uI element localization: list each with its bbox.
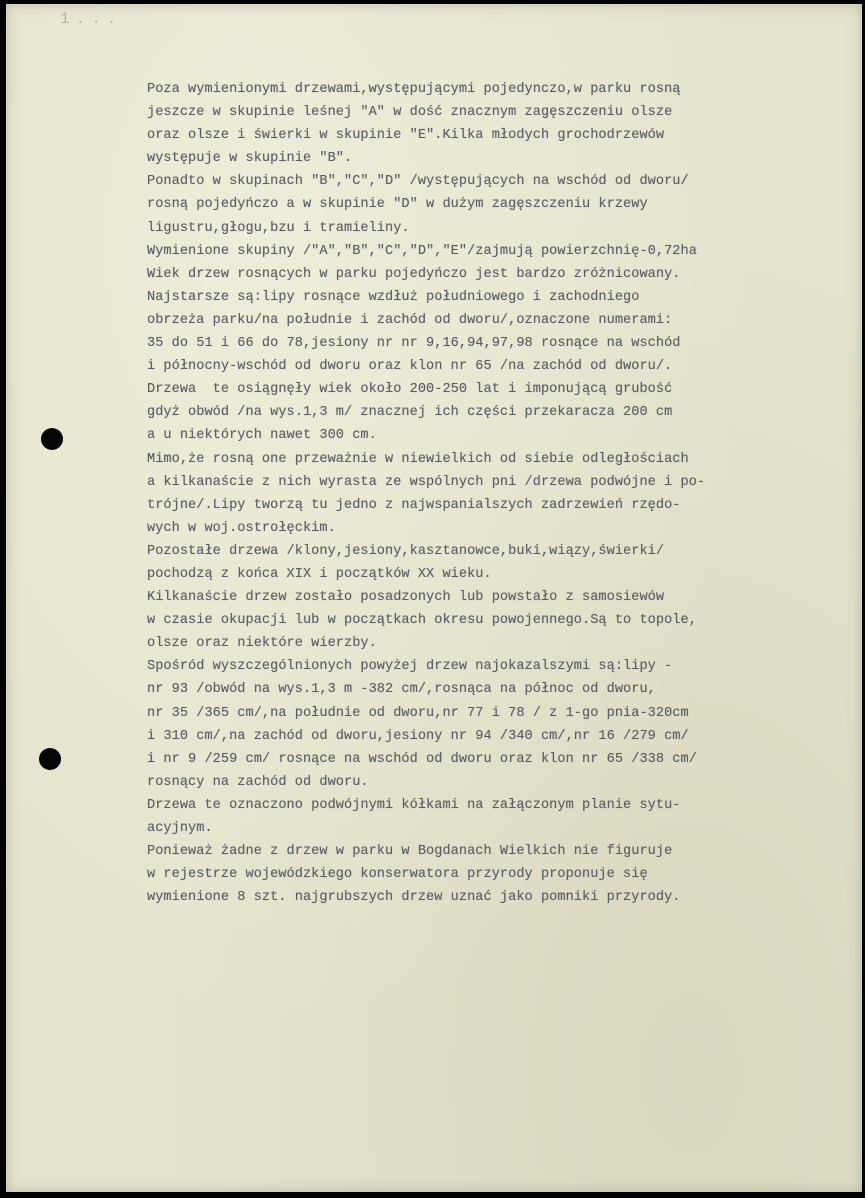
text-line: rosną pojedyńczo a w skupinie "D" w dużym zagęszczeniu krzewy: [147, 197, 648, 213]
punch-hole-top: [41, 428, 63, 450]
text-line: a kilkanaście z nich wyrasta ze wspólnych pni /drzewa podwójne i po-: [147, 474, 706, 490]
text-line: trójne/.Lipy tworzą tu jedno z najwspanialszych zadrzewień rzędo-: [147, 497, 681, 513]
text-line: Mimo,że rosną one przeważnie w niewielkich od siebie odległościach: [147, 451, 689, 467]
text-line: i 310 cm/,na zachód od dworu,jesiony nr 94 /340 cm/,nr 16 /279 cm/: [147, 728, 689, 744]
text-line: 35 do 51 i 66 do 78,jesiony nr nr 9,16,94,97,98 rosnące na wschód: [147, 336, 681, 352]
text-line: Najstarsze są:lipy rosnące wzdłuż południowego i zachodniego: [147, 289, 640, 305]
text-line: a u niektórych nawet 300 cm.: [147, 428, 377, 444]
text-line: pochodzą z końca XIX i początków XX wieku.: [147, 566, 492, 582]
corner-handwritten-mark: 1...: [60, 10, 123, 28]
text-line: Ponieważ żadne z drzew w parku w Bogdanach Wielkich nie figuruje: [147, 844, 673, 860]
text-line: olsze oraz niektóre wierzby.: [147, 636, 377, 652]
text-line: Wymienione skupiny /"A","B","C","D","E"/zajmują powierzchnię-0,72ha: [147, 243, 697, 259]
text-line: ligustru,głogu,bzu i tramieliny.: [147, 220, 410, 236]
punch-hole-bottom: [39, 748, 61, 770]
text-line: nr 35 /365 cm/,na południe od dworu,nr 77 i 78 / z 1-go pnia-320cm: [147, 705, 689, 721]
text-line: występuje w skupinie "B".: [147, 151, 353, 167]
text-line: rosnący na zachód od dworu.: [147, 774, 369, 790]
text-line: i nr 9 /259 cm/ rosnące na wschód od dworu oraz klon nr 65 /338 cm/: [147, 751, 697, 767]
text-line: gdyż obwód /na wys.1,3 m/ znacznej ich części przekaracza 200 cm: [147, 405, 673, 421]
text-line: acyjnym.: [147, 821, 213, 836]
text-line: w rejestrze wojewódzkiego konserwatora przyrody proponuje się: [147, 867, 648, 883]
text-line: Drzewa te oznaczono podwójnymi kółkami na załączonym planie sytu-: [147, 797, 681, 813]
text-line: Ponadto w skupinach "B","C","D" /występujących na wschód od dworu/: [147, 174, 689, 190]
text-line: i północny-wschód od dworu oraz klon nr 65 /na zachód od dworu/.: [147, 359, 673, 375]
text-line: oraz olsze i świerki w skupinie "E".Kilka młodych grochodrzewów: [147, 128, 665, 144]
typewritten-body: [147, 78, 859, 909]
text-line: Wiek drzew rosnących w parku pojedyńczo jest bardzo zróżnicowany.: [147, 266, 681, 282]
text-line: wymienione 8 szt. najgrubszych drzew uznać jako pomniki przyrody.: [147, 890, 681, 906]
text-line: wych w woj.ostrołęckim.: [147, 520, 336, 536]
text-line: w czasie okupacji lub w początkach okresu powojennego.Są to topole,: [147, 613, 697, 629]
text-line: Poza wymienionymi drzewami,występującymi pojedynczo,w parku rosną: [147, 82, 681, 97]
text-line: nr 93 /obwód na wys.1,3 m -382 cm/,rosnąca na północ od dworu,: [147, 682, 656, 698]
text-line: Pozostałe drzewa /klony,jesiony,kasztanowce,buki,wiązy,świerki/: [147, 543, 665, 559]
text-line: Spośród wyszczególnionych powyżej drzew najokazalszymi są:lipy -: [147, 659, 673, 675]
text-line: obrzeża parku/na południe i zachód od dworu/,oznaczone numerami:: [147, 312, 673, 328]
text-line: jeszcze w skupinie leśnej "A" w dość znacznym zagęszczeniu olsze: [147, 105, 673, 121]
text-line: Drzewa te osiągnęły wiek około 200-250 lat i imponującą grubość: [147, 382, 673, 398]
text-line: Kilkanaście drzew zostało posadzonych lub powstało z samosiewów: [147, 590, 665, 606]
